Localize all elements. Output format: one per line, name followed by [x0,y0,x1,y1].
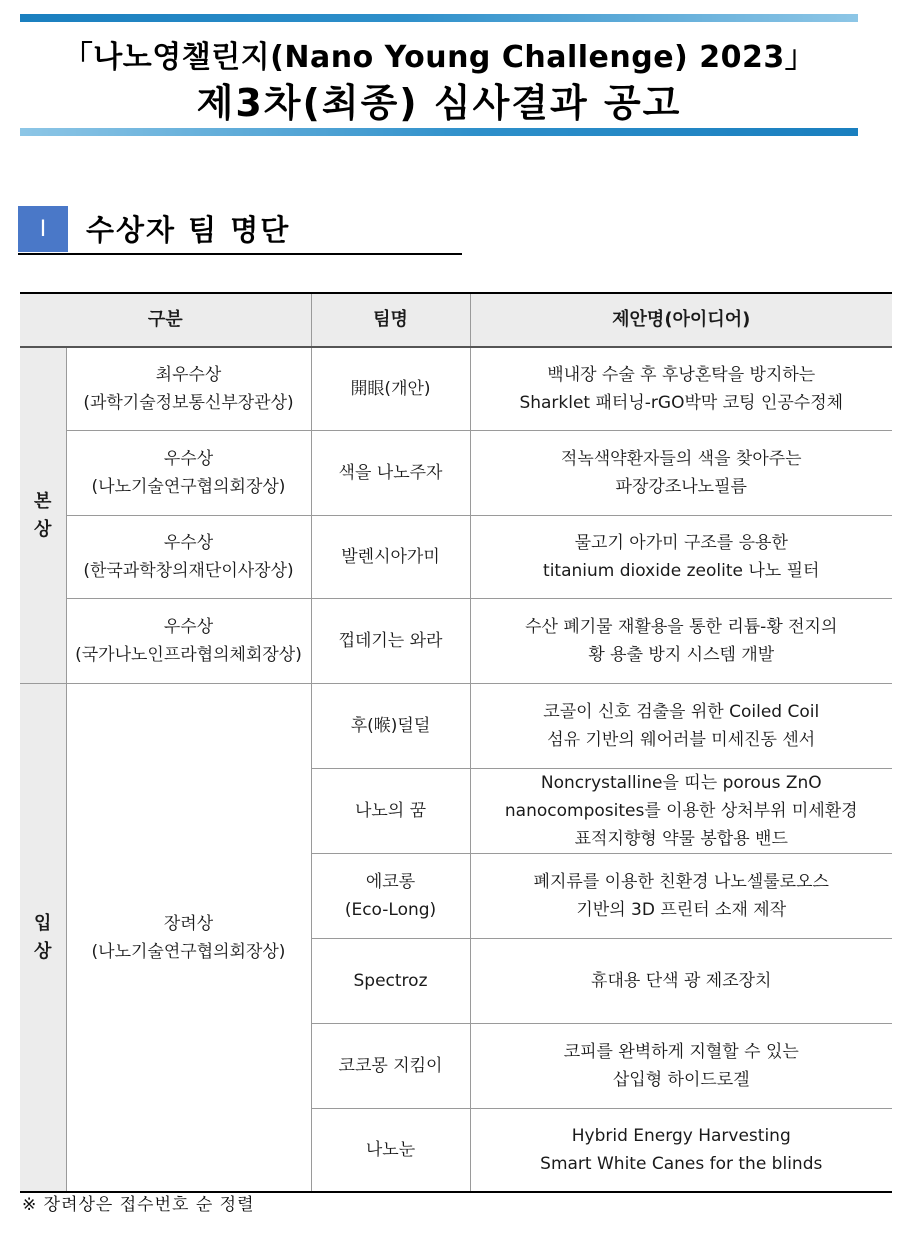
team-cell: 껍데기는 와라 [311,599,470,684]
section-number-badge: Ⅰ [18,206,68,252]
header-idea: 제안명(아이디어) [470,293,892,347]
table-row [20,431,892,516]
section-underline [18,253,462,255]
team-cell: 에코롱 (Eco-Long) [311,854,470,939]
idea-cell: 폐지류를 이용한 친환경 나노셀룰로오스 기반의 3D 프린터 소재 제작 [470,854,892,939]
header-bottom-bar [20,128,858,136]
team-cell: 코코몽 지킴이 [311,1024,470,1109]
award-cell: 장려상 (나노기술연구협의회장상) [66,684,311,1193]
table-row [20,516,892,599]
award-cell: 우수상 (한국과학창의재단이사장상) [66,516,311,599]
idea-cell: Hybrid Energy Harvesting Smart White Canes for the blinds [470,1109,892,1193]
section-title: 수상자 팀 명단 [86,213,291,247]
table-header-row [20,293,892,347]
awards-table [20,292,892,1193]
header-team: 팀명 [311,293,470,347]
team-cell: 후(喉)덜덜 [311,684,470,769]
idea-cell: 코피를 완벽하게 지혈할 수 있는 삽입형 하이드로겔 [470,1024,892,1109]
idea-cell: 적녹색약환자들의 색을 찾아주는 파장강조나노필름 [470,431,892,516]
idea-cell: 백내장 수술 후 후낭혼탁을 방지하는 Sharklet 패터닝-rGO박막 코팅 인공수정체 [470,347,892,431]
team-cell: 나노의 꿈 [311,769,470,854]
table-row [20,347,892,431]
idea-cell: 코골이 신호 검출을 위한 Coiled Coil 섬유 기반의 웨어러블 미세진동 센서 [470,684,892,769]
table-row [20,599,892,684]
idea-cell: 휴대용 단색 광 제조장치 [470,939,892,1024]
group-label-main-award: 본 상 [20,347,66,684]
idea-cell: 수산 폐기물 재활용을 통한 리튬-황 전지의 황 용출 방지 시스템 개발 [470,599,892,684]
team-cell: Spectroz [311,939,470,1024]
team-cell: 발렌시아가미 [311,516,470,599]
header-category: 구분 [20,293,311,347]
team-cell: 開眼(개안) [311,347,470,431]
idea-cell: 물고기 아가미 구조를 응용한 titanium dioxide zeolite 나노 필터 [470,516,892,599]
footnote: ※ 장려상은 접수번호 순 정렬 [22,1195,255,1215]
award-cell: 우수상 (나노기술연구협의회장상) [66,431,311,516]
group-label-honorable: 입 상 [20,684,66,1193]
page-title-line1: 「나노영챌린지(Nano Young Challenge) 2023」 [62,40,816,75]
team-cell: 나노눈 [311,1109,470,1193]
award-cell: 최우수상 (과학기술정보통신부장관상) [66,347,311,431]
header-top-bar [20,14,858,22]
award-cell: 우수상 (국가나노인프라협의체회장상) [66,599,311,684]
table-row [20,684,892,769]
team-cell: 색을 나노주자 [311,431,470,516]
page-title-line2: 제3차(최종) 심사결과 공고 [196,81,682,125]
idea-cell: Noncrystalline을 띠는 porous ZnO nanocomposites를 이용한 상처부위 미세환경 표적지향형 약물 봉합용 밴드 [470,769,892,854]
